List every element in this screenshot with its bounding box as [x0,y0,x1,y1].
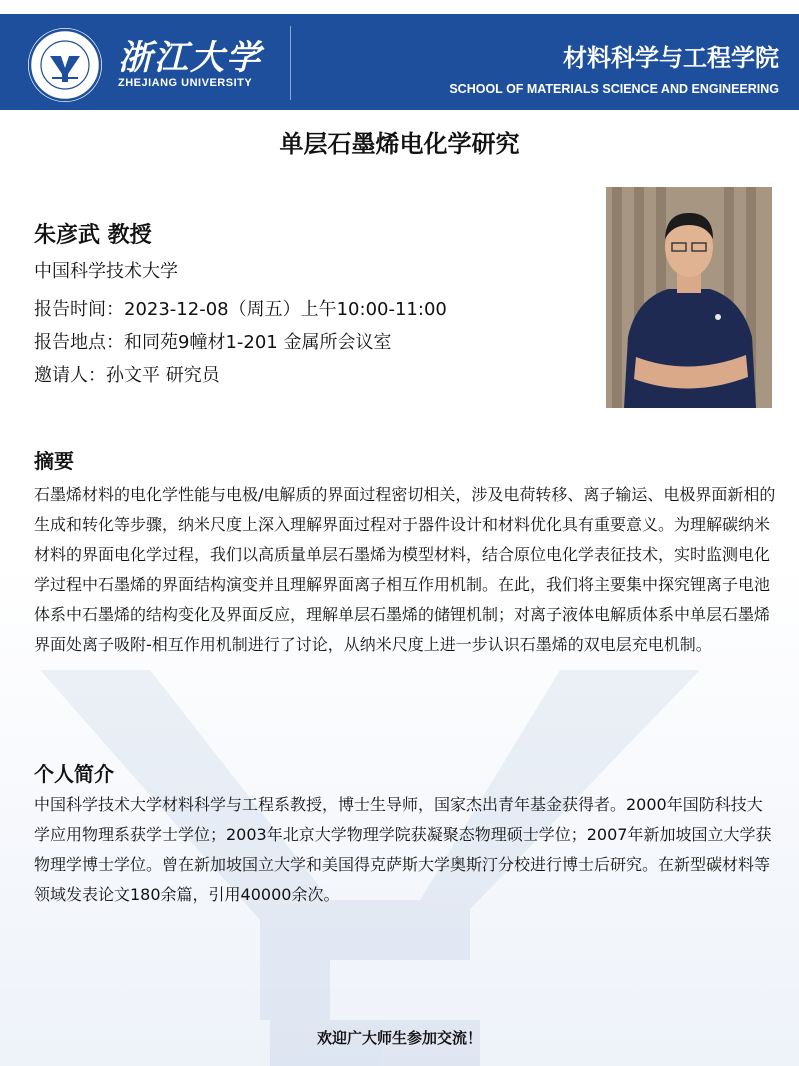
school-name-cn: 材料科学与工程学院 [563,44,779,72]
header-divider [290,26,291,100]
university-name-cn: 浙江大学 [118,38,262,78]
talk-time-label: 报告时间： [34,299,124,320]
speaker-name: 朱彦武 教授 [34,223,152,248]
talk-time [34,295,447,321]
top-strip [0,0,799,14]
talk-place-label: 报告地点： [34,332,124,353]
abstract-heading: 摘要 [34,449,74,473]
speaker-affiliation: 中国科学技术大学 [34,261,178,282]
bio-text: 中国科学技术大学材料科学与工程系教授，博士生导师，国家杰出青年基金获得者。2000年国防科技大学应用物理系获学士学位；2003年北京大学物理学院获凝聚态物理硕士学位；2007年新加坡国立大学获物理学博士学位。曾在新加坡国立大学和美国得克萨斯大学奥斯汀分校进行博士后研究。在新型碳材料等领域发表论文180余篇，引用40000余次。 [34,795,772,904]
speaker-photo [606,187,772,408]
talk-time-value: 2023-12-08（周五）上午10:00-11:00 [124,299,447,320]
talk-title: 单层石墨烯电化学研究 [279,130,520,158]
school-name-en: SCHOOL OF MATERIALS SCIENCE AND ENGINEERING [449,82,779,96]
bio-heading: 个人简介 [34,762,114,786]
talk-host [34,361,220,387]
talk-place-value: 和同苑9幢材1-201 金属所会议室 [124,332,392,353]
university-seal-logo [28,28,102,102]
university-name-en: ZHEJIANG UNIVERSITY [118,77,253,89]
abstract-text: 石墨烯材料的电化学性能与电极/电解质的界面过程密切相关，涉及电荷转移、离子输运、电极界面新相的生成和转化等步骤，纳米尺度上深入理解界面过程对于器件设计和材料优化具有重要意义。为理解碳纳米材料的界面电化学过程，我们以高质量单层石墨烯为模型材料，结合原位电化学表征技术，实时监测电化学过程中石墨烯的界面结构演变并且理解界面离子相互作用机制。在此，我们将主要集中探究锂离子电池体系中石墨烯的结构变化及界面反应，理解单层石墨烯的储锂机制；对离子液体电解质体系中单层石墨烯界面处离子吸附-相互作用机制进行了讨论，从纳米尺度上进一步认识石墨烯的双电层充电机制。 [34,485,776,654]
talk-host-value: 孙文平 研究员 [106,365,220,386]
talk-place [34,328,391,354]
footer-invitation: 欢迎广大师生参加交流！ [316,1029,482,1047]
talk-host-label: 邀请人： [34,365,106,386]
